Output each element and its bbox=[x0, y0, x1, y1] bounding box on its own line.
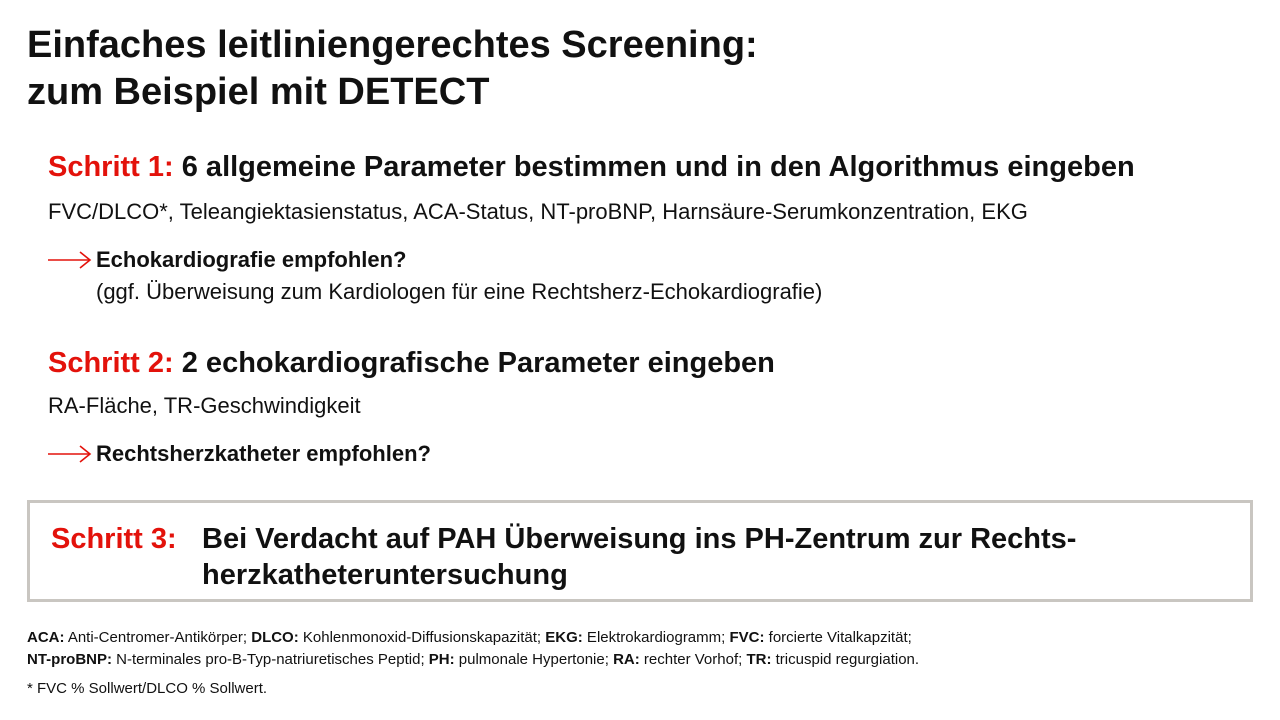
page-title bbox=[27, 22, 758, 116]
footnote: * FVC % Sollwert/DLCO % Sollwert. bbox=[27, 680, 268, 697]
step1-heading bbox=[48, 149, 1135, 185]
abbreviations-line-2 bbox=[27, 649, 919, 671]
abbr-def: pulmonale Hypertonie; bbox=[454, 651, 614, 668]
abbr-term: PH: bbox=[428, 651, 455, 668]
step2-heading-text: 2 echokardiografische Parameter eingeben bbox=[181, 347, 775, 379]
step2-params: RA-Fläche, TR-Geschwindigkeit bbox=[48, 393, 361, 418]
abbr-term: NT-proBNP: bbox=[27, 651, 112, 668]
abbreviations bbox=[27, 627, 919, 671]
step3-text-line-2: herzkatheteruntersuchung bbox=[202, 559, 568, 591]
abbr-term: RA: bbox=[613, 651, 640, 668]
step1-result-question: Echokardiografie empfohlen? bbox=[96, 247, 407, 272]
step3-box bbox=[27, 500, 1253, 602]
right-arrow-icon bbox=[48, 444, 92, 464]
page-title-line-1: Einfaches leitliniengerechtes Screening: bbox=[27, 24, 758, 66]
step2-label: Schritt 2: bbox=[48, 347, 174, 379]
abbr-def: Kohlenmonoxid-Diffusionskapazität; bbox=[298, 629, 546, 646]
step3-label: Schritt 3: bbox=[51, 523, 177, 555]
step1-params: FVC/DLCO*, Teleangiektasienstatus, ACA-Status, NT-proBNP, Harnsäure-Serumkonzentration, EKG bbox=[48, 199, 1028, 224]
step3-text bbox=[202, 521, 1212, 593]
step1-heading-text: 6 allgemeine Parameter bestimmen und in den Algorithmus eingeben bbox=[181, 151, 1135, 183]
abbreviations-line-1 bbox=[27, 627, 919, 649]
abbr-term: EKG: bbox=[545, 629, 583, 646]
abbr-def: N-terminales pro-B-Typ-natriuretisches Peptid; bbox=[112, 651, 429, 668]
abbr-def: Elektrokardiogramm; bbox=[582, 629, 730, 646]
abbr-term: DLCO: bbox=[251, 629, 299, 646]
step2-result-question: Rechtsherzkatheter empfohlen? bbox=[96, 441, 431, 466]
page-title-line-2: zum Beispiel mit DETECT bbox=[27, 71, 490, 113]
abbr-def: Anti-Centromer-Antikörper; bbox=[64, 629, 252, 646]
abbr-def: tricuspid regurgiation. bbox=[771, 651, 920, 668]
step2-heading bbox=[48, 345, 775, 381]
abbr-term: ACA: bbox=[27, 629, 65, 646]
right-arrow-icon bbox=[48, 250, 92, 270]
abbr-term: TR: bbox=[746, 651, 772, 668]
abbr-def: rechter Vorhof; bbox=[639, 651, 747, 668]
abbr-def: forcierte Vitalkapzität; bbox=[764, 629, 912, 646]
step3-text-line-1: Bei Verdacht auf PAH Überweisung ins PH-Zentrum zur Rechts- bbox=[202, 523, 1077, 555]
step1-result-note: (ggf. Überweisung zum Kardiologen für eine Rechtsherz-Echokardiografie) bbox=[96, 279, 823, 304]
abbr-term: FVC: bbox=[729, 629, 765, 646]
step1-label: Schritt 1: bbox=[48, 151, 174, 183]
